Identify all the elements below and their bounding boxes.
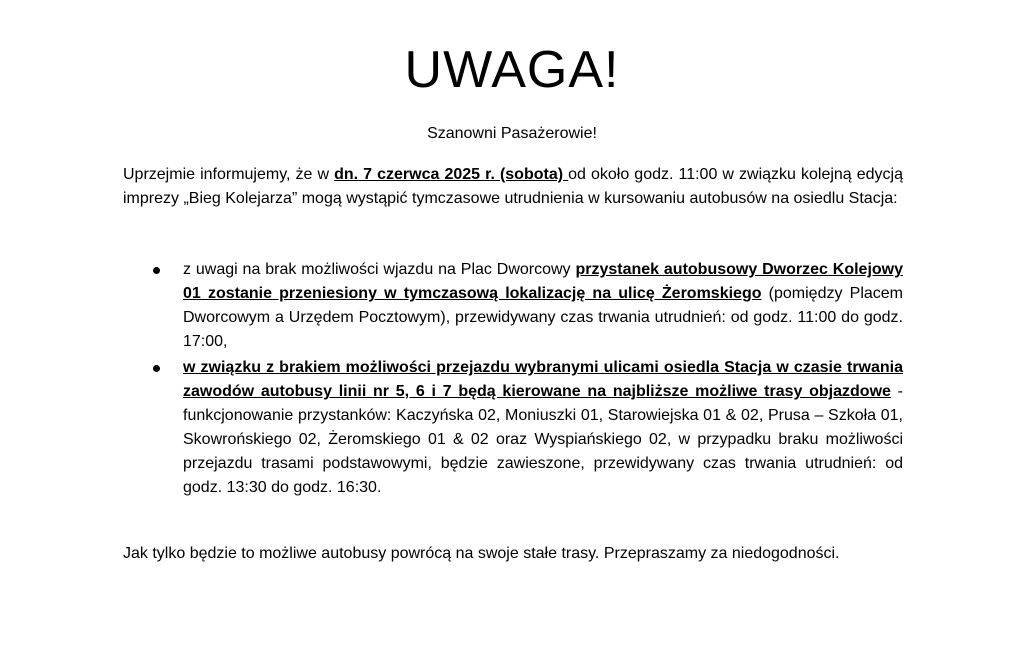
bullet-text-after: - funkcjonowanie przystanków: Kaczyńska 02, Moniuszki 01, Starowiejska 01 & 02, Prusa – Szkoła 01, Skowrońskiego 02, Żeromskiego 01 & 02 oraz Wyspiańskiego 02, w przypadku braku możliwości przejazdu trasami podstawowymi, będzie zawieszone, przewidywany czas trwania utrudnień: od godz. 13:30 do godz. 16:30. xyxy=(183,383,903,496)
bullet-text-before: z uwagi na brak możliwości wjazdu na Plac Dworcowy xyxy=(183,261,576,278)
closing-paragraph: Jak tylko będzie to możliwe autobusy powrócą na swoje stałe trasy. Przepraszamy za niedogodności. xyxy=(123,545,840,562)
bullet-highlight: w związku z brakiem możliwości przejazdu wybranymi ulicami osiedla Stacja w czasie trwania zawodów autobusy linii nr 5, 6 i 7 będą kierowane na najbliższe możliwe trasy objazdowe xyxy=(183,359,903,400)
list-item xyxy=(123,258,903,354)
bullet-icon xyxy=(153,267,160,274)
intro-paragraph xyxy=(123,163,903,211)
intro-text-before: Uprzejmie informujemy, że w xyxy=(123,166,335,183)
notice-title: UWAGA! xyxy=(404,41,620,99)
greeting: Szanowni Pasażerowie! xyxy=(427,125,597,142)
bullet-icon xyxy=(153,365,160,372)
disruption-list xyxy=(123,258,903,500)
intro-date-highlight: dn. 7 czerwca 2025 r. (sobota) xyxy=(334,166,569,183)
intro-text-after: od około godz. 11:00 w związku kolejną edycją imprezy „Bieg Kolejarza” mogą wystąpić tymczasowe utrudnienia w kursowaniu autobusów na osiedlu Stacja: xyxy=(123,166,904,207)
bullet-text-after: (pomiędzy Placem Dworcowym a Urzędem Pocztowym), przewidywany czas trwania utrudnień: od godz. 11:00 do godz. 17:00, xyxy=(183,285,904,350)
bullet-highlight: przystanek autobusowy Dworzec Kolejowy 01 zostanie przeniesiony w tymczasową lokalizację na ulicę Żeromskiego xyxy=(183,261,904,302)
list-item xyxy=(123,356,903,500)
